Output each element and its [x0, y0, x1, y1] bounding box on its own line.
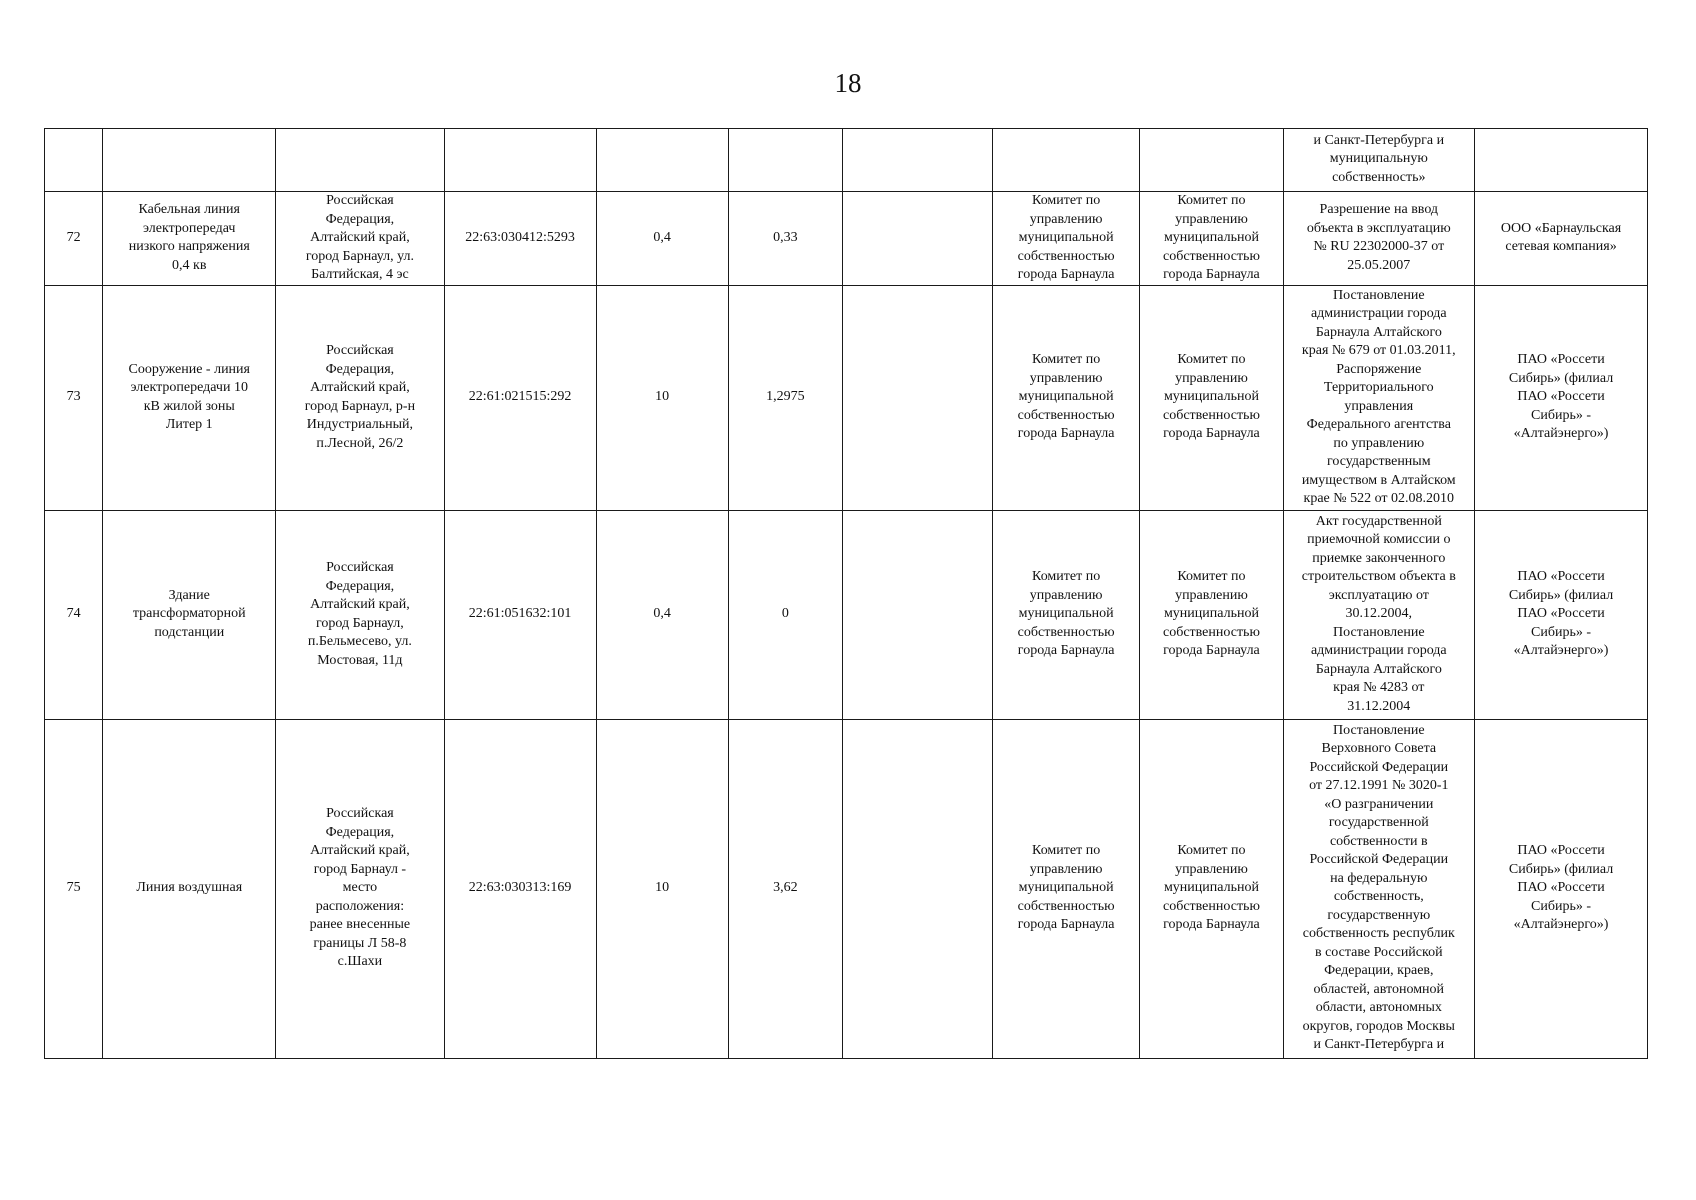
cell-holder: Комитет по управлению муниципальной собственностью города Барнаула	[1140, 285, 1283, 510]
cell-col7	[843, 510, 993, 719]
cell-owner: Комитет по управлению муниципальной собственностью города Барнаула	[992, 285, 1140, 510]
cell-voltage	[596, 129, 728, 192]
cell-name	[103, 129, 276, 192]
cell-cadastral: 22:61:021515:292	[444, 285, 596, 510]
cell-address: Российская Федерация, Алтайский край, город Барнаул - место расположения: ранее внесенные границы Л 58-8 с.Шахи	[276, 719, 444, 1058]
cell-operator: ООО «Барнаульская сетевая компания»	[1475, 192, 1648, 286]
cell-document: Разрешение на ввод объекта в эксплуатацию № RU 22302000-37 от 25.05.2007	[1283, 192, 1475, 286]
cell-owner: Комитет по управлению муниципальной собственностью города Барнаула	[992, 192, 1140, 286]
table-row	[45, 285, 1648, 510]
cell-operator: ПАО «Россети Сибирь» (филиал ПАО «Россети Сибирь» - «Алтайэнерго»)	[1475, 510, 1648, 719]
cell-address: Российская Федерация, Алтайский край, город Барнаул, ул. Балтийская, 4 эс	[276, 192, 444, 286]
registry-table	[44, 128, 1648, 1059]
cell-document: Постановление Верховного Совета Российской Федерации от 27.12.1991 № 3020-1 «О разграничении государственной собственности в Российской Федерации на федеральную собственность, государственную собственность республик в составе Российской Федерации, краев, областей, автономной области, автономных округов, городов Москвы и Санкт-Петербурга и	[1283, 719, 1475, 1058]
cell-operator	[1475, 129, 1648, 192]
table-row	[45, 510, 1648, 719]
cell-col7	[843, 719, 993, 1058]
cell-document: и Санкт-Петербурга и муниципальную собственность»	[1283, 129, 1475, 192]
cell-voltage: 10	[596, 285, 728, 510]
cell-owner	[992, 129, 1140, 192]
cell-no: 75	[45, 719, 103, 1058]
cell-address	[276, 129, 444, 192]
table-row	[45, 719, 1648, 1058]
cell-no: 74	[45, 510, 103, 719]
cell-no: 73	[45, 285, 103, 510]
cell-name: Сооружение - линия электропередачи 10 кВ жилой зоны Литер 1	[103, 285, 276, 510]
cell-owner: Комитет по управлению муниципальной собственностью города Барнаула	[992, 510, 1140, 719]
cell-owner: Комитет по управлению муниципальной собственностью города Барнаула	[992, 719, 1140, 1058]
cell-holder: Комитет по управлению муниципальной собственностью города Барнаула	[1140, 719, 1283, 1058]
cell-length: 3,62	[728, 719, 843, 1058]
page-number: 18	[834, 68, 862, 98]
cell-cadastral	[444, 129, 596, 192]
cell-col7	[843, 192, 993, 286]
cell-length: 0	[728, 510, 843, 719]
cell-document: Постановление администрации города Барнаула Алтайского края № 679 от 01.03.2011, Распоряжение Территориального управления Федерального агентства по управлению государственным имуществом в Алтайском крае № 522 от 02.08.2010	[1283, 285, 1475, 510]
cell-document: Акт государственной приемочной комиссии о приемке законченного строительством объекта в эксплуатацию от 30.12.2004, Постановление администрации города Барнаула Алтайского края № 4283 от 31.12.2004	[1283, 510, 1475, 719]
cell-col7	[843, 285, 993, 510]
cell-cadastral: 22:63:030313:169	[444, 719, 596, 1058]
cell-holder: Комитет по управлению муниципальной собственностью города Барнаула	[1140, 510, 1283, 719]
cell-length: 0,33	[728, 192, 843, 286]
cell-address: Российская Федерация, Алтайский край, город Барнаул, р-н Индустриальный, п.Лесной, 26/2	[276, 285, 444, 510]
cell-name: Кабельная линия электропередач низкого напряжения 0,4 кв	[103, 192, 276, 286]
cell-col7	[843, 129, 993, 192]
cell-operator: ПАО «Россети Сибирь» (филиал ПАО «Россети Сибирь» - «Алтайэнерго»)	[1475, 719, 1648, 1058]
cell-voltage: 0,4	[596, 192, 728, 286]
cell-holder: Комитет по управлению муниципальной собственностью города Барнаула	[1140, 192, 1283, 286]
cell-holder	[1140, 129, 1283, 192]
cell-cadastral: 22:63:030412:5293	[444, 192, 596, 286]
cell-address: Российская Федерация, Алтайский край, город Барнаул, п.Бельмесево, ул. Мостовая, 11д	[276, 510, 444, 719]
cell-length: 1,2975	[728, 285, 843, 510]
cell-length	[728, 129, 843, 192]
cell-voltage: 0,4	[596, 510, 728, 719]
table-row	[45, 192, 1648, 286]
table-row-continuation	[45, 129, 1648, 192]
cell-no	[45, 129, 103, 192]
cell-operator: ПАО «Россети Сибирь» (филиал ПАО «Россети Сибирь» - «Алтайэнерго»)	[1475, 285, 1648, 510]
cell-cadastral: 22:61:051632:101	[444, 510, 596, 719]
cell-voltage: 10	[596, 719, 728, 1058]
cell-no: 72	[45, 192, 103, 286]
cell-name: Линия воздушная	[103, 719, 276, 1058]
cell-name: Здание трансформаторной подстанции	[103, 510, 276, 719]
